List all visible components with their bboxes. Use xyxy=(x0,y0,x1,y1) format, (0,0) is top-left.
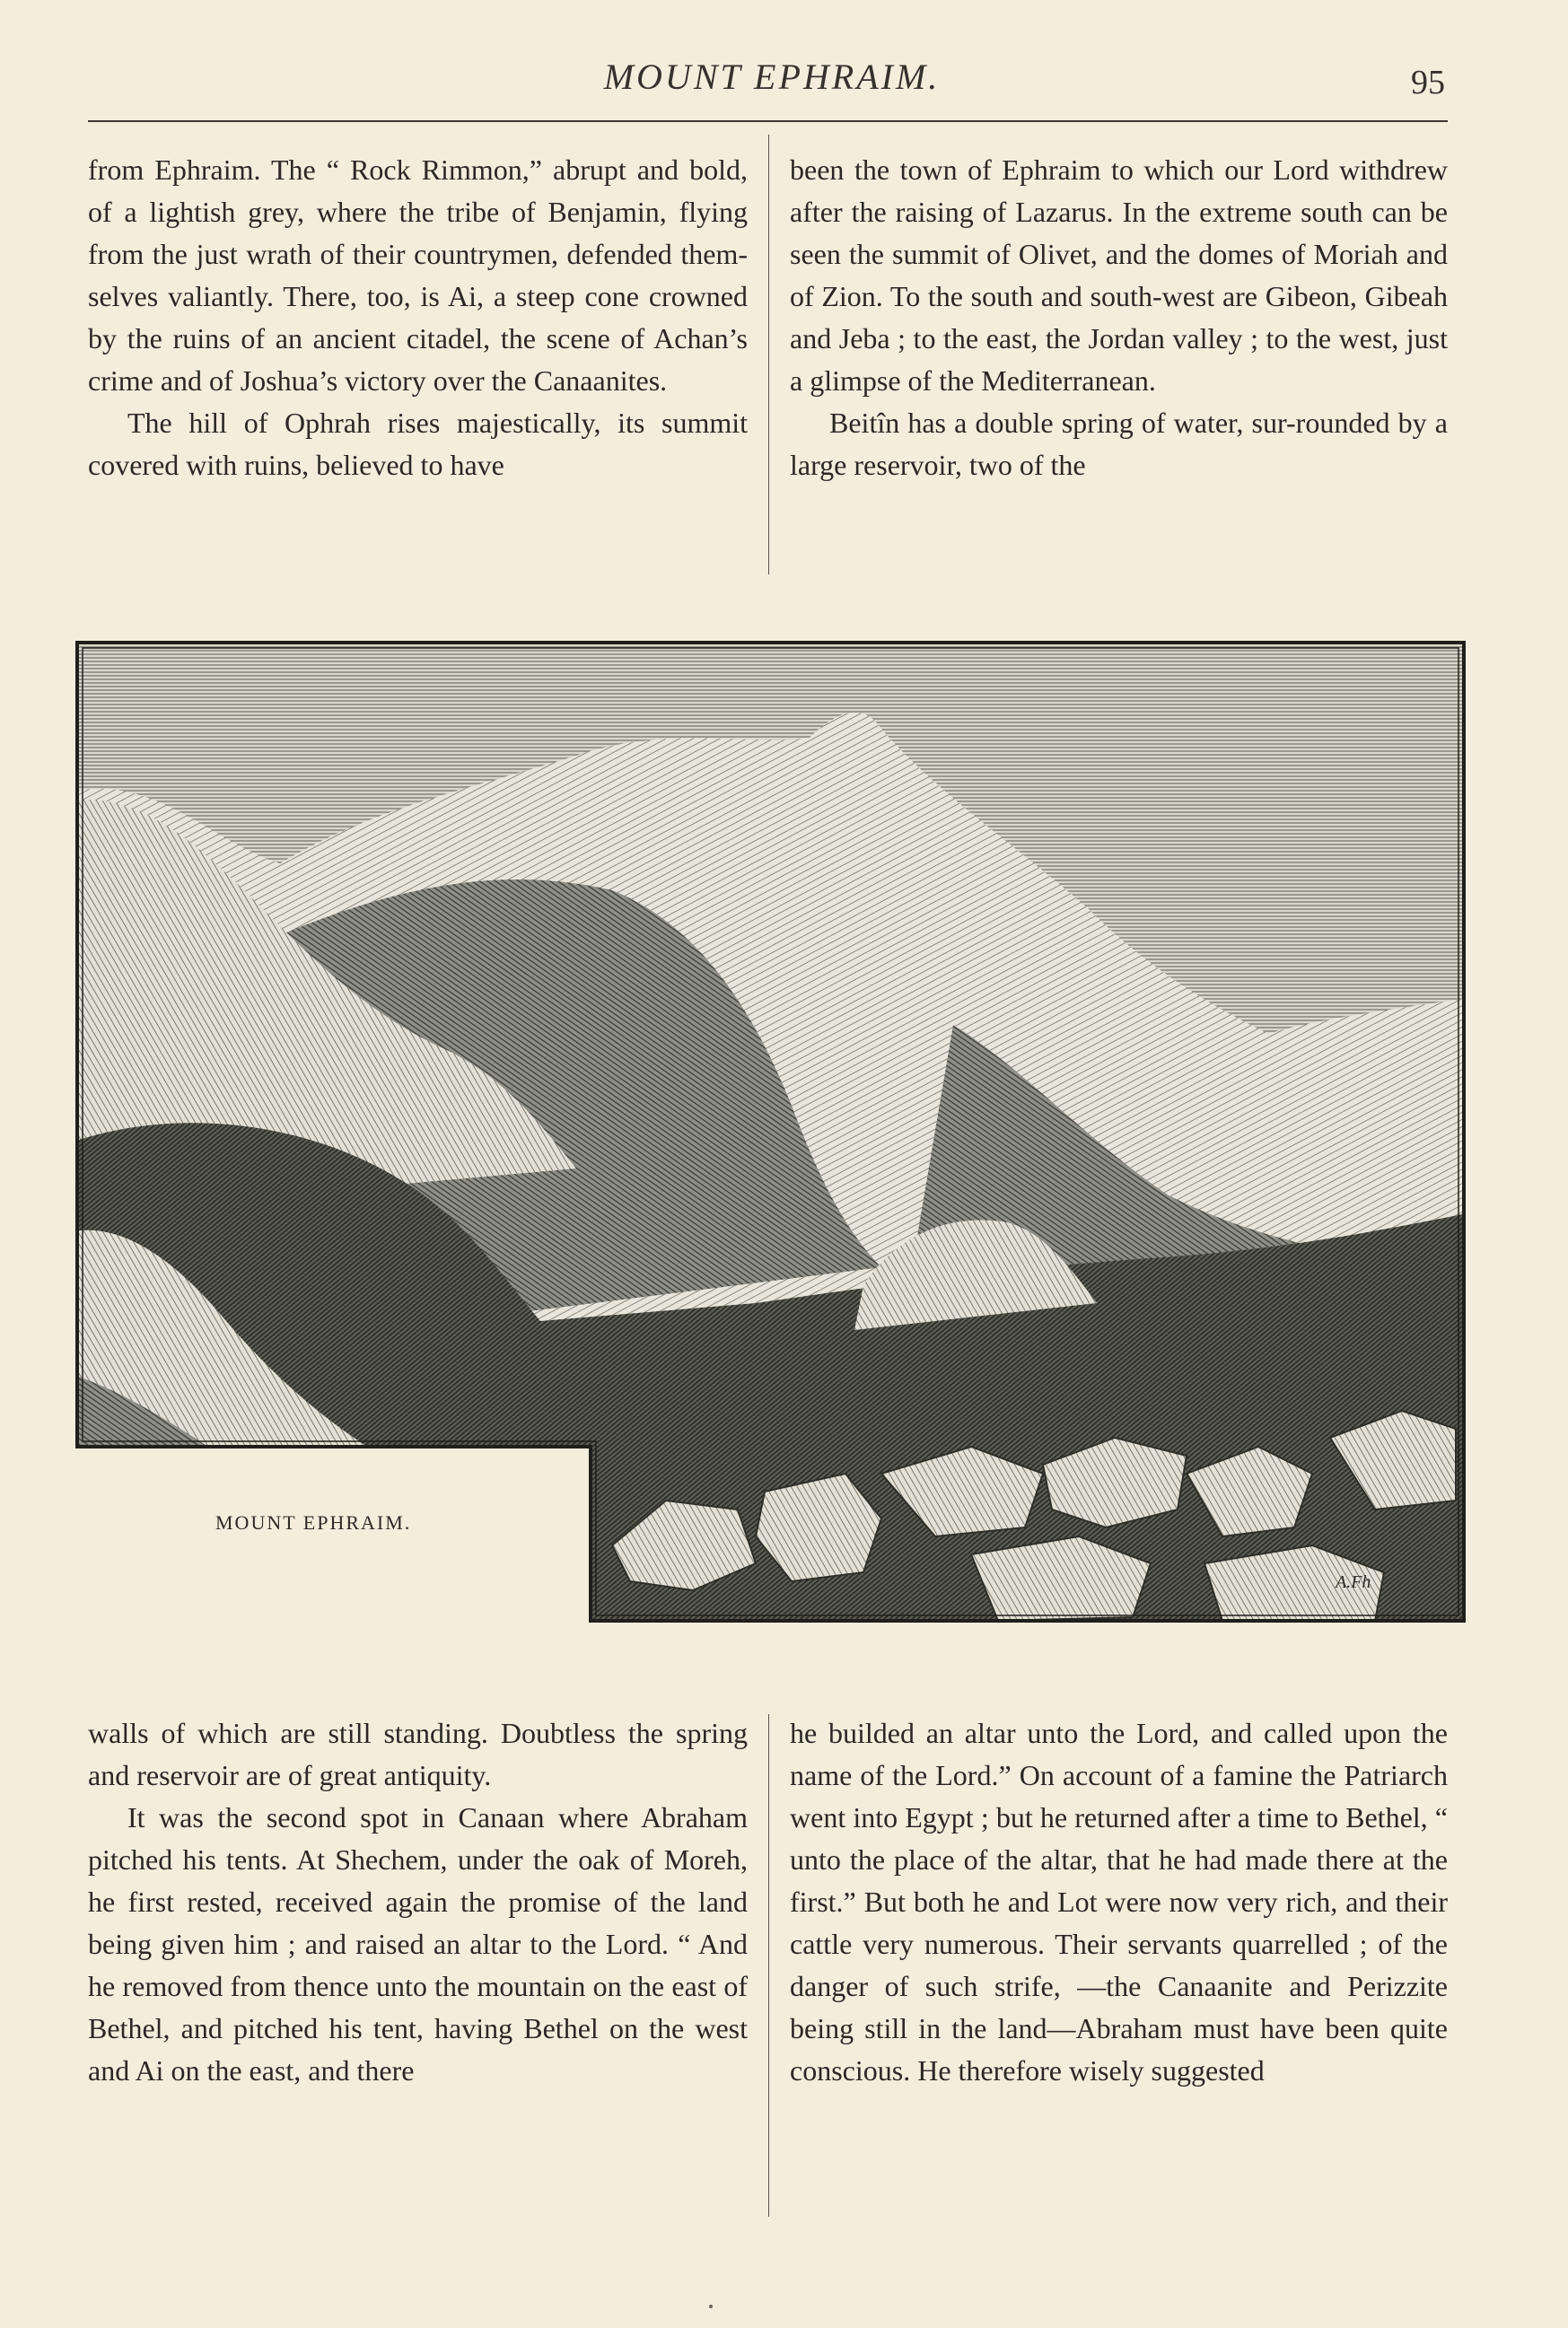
paragraph: walls of which are still standing. Doubtless the spring and reservoir are of great antiquity. xyxy=(88,1717,748,1791)
paragraph: he builded an altar unto the Lord, and called upon the name of the Lord.” On account of a famine the Patriarch went into Egypt ; but he returned after a time to Bethel, “ unto the place of the altar, that he had made there at the first.” But both he and Lot were now very rich, and their cattle very numerous. Their servants quarrelled ; of the danger of such strife, —the Canaanite and Perizzite being still in the land—Abraham must have been quite conscious. He therefore wisely suggested xyxy=(790,1717,1448,2087)
paragraph: Beitîn has a double spring of water, sur-rounded by a large reservoir, two of the xyxy=(790,407,1448,481)
top-left-column xyxy=(88,149,748,486)
engraver-signature: A.Fh xyxy=(1336,1572,1371,1592)
header-rule xyxy=(88,120,1448,122)
illustration-caption: MOUNT EPHRAIM. xyxy=(215,1511,412,1534)
page-mark xyxy=(709,2305,713,2308)
bottom-left-column xyxy=(88,1712,748,2092)
column-divider xyxy=(768,135,769,574)
bottom-right-column xyxy=(790,1712,1448,2092)
running-title: MOUNT EPHRAIM. xyxy=(603,57,941,97)
paragraph: The hill of Ophrah rises majestically, its summit covered with ruins, believed to have xyxy=(88,407,748,481)
column-divider xyxy=(768,1714,769,2217)
paragraph: from Ephraim. The “ Rock Rimmon,” abrupt and bold, of a lightish grey, where the tribe of Benjamin, flying from the just wrath of their countrymen, defended them-selves valiantly. There, too, is Ai, a steep cone crowned by the ruins of an ancient citadel, the scene of Achan’s crime and of Joshua’s victory over the Canaanites. xyxy=(88,153,748,397)
paragraph: been the town of Ephraim to which our Lord withdrew after the raising of Lazarus. In the extreme south can be seen the summit of Olivet, and the domes of Moriah and of Zion. To the south and south-west are Gibeon, Gibeah and Jeba ; to the east, the Jordan valley ; to the west, just a glimpse of the Mediterranean. xyxy=(790,153,1448,397)
paragraph: It was the second spot in Canaan where Abraham pitched his tents. At Shechem, under the oak of Moreh, he first rested, received again the promise of the land being given him ; and raised an altar to the Lord. “ And he removed from thence unto the mountain on the east of Bethel, and pitched his tent, having Bethel on the west and Ai on the east, and there xyxy=(88,1801,748,2087)
top-right-column xyxy=(790,149,1448,486)
page-number: 95 xyxy=(1411,64,1445,101)
mountain-engraving xyxy=(74,639,1467,1624)
running-head xyxy=(0,56,1568,109)
